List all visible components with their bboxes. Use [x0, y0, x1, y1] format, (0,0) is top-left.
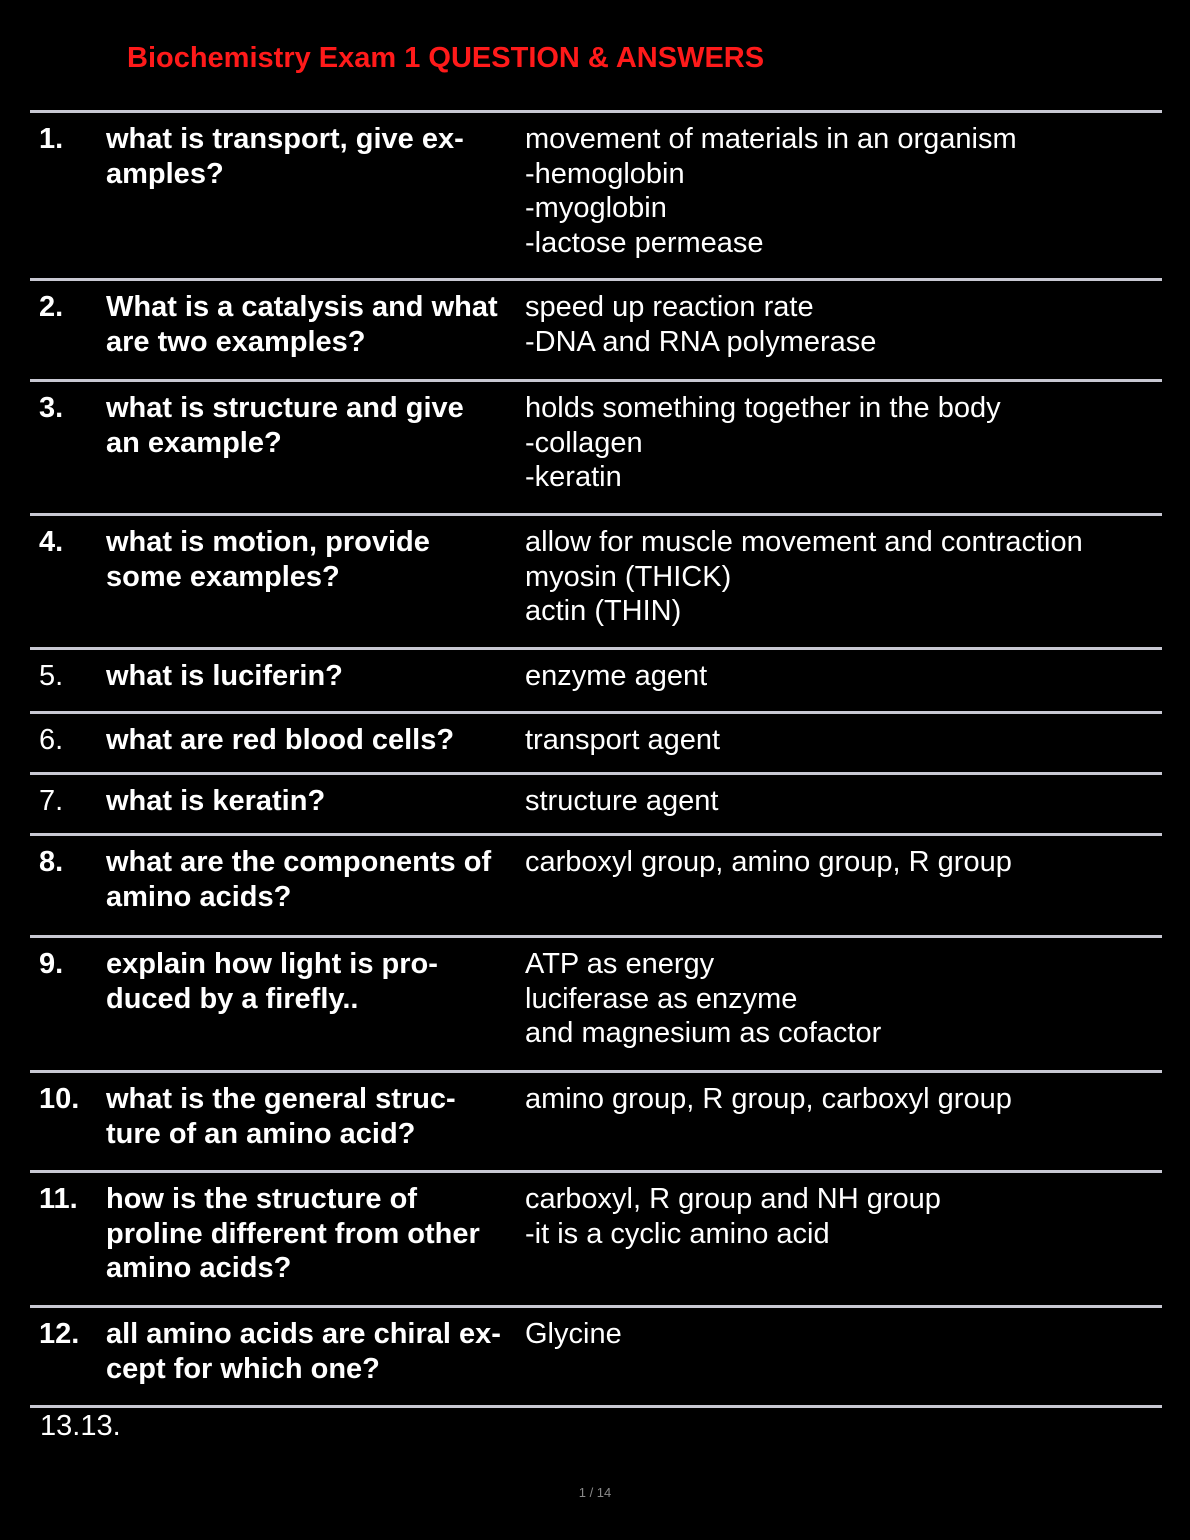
- qa-row: [30, 1073, 1162, 1170]
- question-line: some examples?: [106, 560, 340, 593]
- answer-line: Glycine: [525, 1318, 622, 1350]
- question-line: explain how light is pro-: [106, 948, 438, 980]
- question-line: what are red blood cells?: [106, 724, 455, 756]
- question-number: 11.: [39, 1183, 78, 1215]
- question-line: amino acids?: [106, 1252, 292, 1284]
- answer-line: allow for muscle movement and contraction: [525, 526, 1083, 558]
- question-line: what is keratin?: [106, 785, 326, 817]
- question-text: [106, 525, 525, 594]
- question-number: 9.: [39, 948, 64, 980]
- qa-row: [30, 113, 1162, 278]
- question-text: [106, 122, 525, 191]
- qa-row: [30, 650, 1162, 711]
- qa-row: [30, 836, 1162, 935]
- question-line: what is the general struc-: [106, 1083, 456, 1115]
- answer-line: enzyme agent: [525, 660, 708, 692]
- question-number: 12.: [39, 1318, 80, 1350]
- qa-row: [30, 1308, 1162, 1405]
- question-text: [106, 723, 525, 758]
- answer-line: carboxyl, R group and NH group: [525, 1183, 941, 1215]
- answer-text: [525, 659, 1162, 694]
- question-line: What is a catalysis and what: [106, 291, 498, 323]
- page-number: 1 / 14: [578, 1485, 612, 1500]
- question-line: what is structure and give: [106, 392, 464, 424]
- answer-line: -hemoglobin: [525, 157, 685, 190]
- question-number: 1.: [39, 123, 64, 155]
- question-line: what is luciferin?: [106, 660, 343, 692]
- question-line: amino acids?: [106, 880, 292, 913]
- trailing-item-number: 13.13.: [40, 1410, 121, 1442]
- qa-table: [30, 110, 1162, 1408]
- answer-line: -keratin: [525, 461, 622, 493]
- question-text: [106, 947, 525, 1016]
- answer-line: -myoglobin: [525, 192, 667, 224]
- question-line: duced by a firefly..: [106, 982, 359, 1015]
- question-line: all amino acids are chiral ex-: [106, 1318, 501, 1350]
- answer-text: [525, 845, 1162, 880]
- question-number: 5.: [39, 660, 64, 692]
- answer-line: movement of materials in an organism: [525, 123, 1017, 155]
- question-number: 3.: [39, 392, 64, 424]
- question-number: 10.: [39, 1083, 80, 1115]
- answer-text: [525, 1082, 1162, 1117]
- answer-text: [525, 784, 1162, 819]
- qa-row: [30, 516, 1162, 647]
- answer-line: and magnesium as cofactor: [525, 1017, 882, 1049]
- answer-line: myosin (THICK): [525, 560, 732, 593]
- answer-line: -lactose permease: [525, 226, 764, 259]
- answer-line: transport agent: [525, 724, 721, 756]
- answer-line: -collagen: [525, 426, 643, 459]
- answer-text: [525, 391, 1162, 495]
- row-divider: [30, 1405, 1162, 1408]
- qa-row: [30, 1173, 1162, 1305]
- question-line: what is transport, give ex-: [106, 123, 464, 155]
- qa-row: [30, 714, 1162, 772]
- answer-text: [525, 290, 1162, 359]
- question-number: 6.: [39, 724, 64, 756]
- answer-line: ATP as energy: [525, 948, 715, 980]
- answer-text: [525, 1182, 1162, 1251]
- answer-line: speed up reaction rate: [525, 291, 814, 323]
- answer-line: -it is a cyclic amino acid: [525, 1217, 830, 1250]
- answer-text: [525, 1317, 1162, 1352]
- answer-line: structure agent: [525, 785, 719, 817]
- question-line: ture of an amino acid?: [106, 1117, 416, 1150]
- answer-line: -DNA and RNA polymerase: [525, 325, 877, 358]
- question-text: [106, 1082, 525, 1151]
- answer-line: luciferase as enzyme: [525, 982, 798, 1015]
- answer-text: [525, 947, 1162, 1051]
- answer-line: actin (THIN): [525, 595, 682, 627]
- answer-text: [525, 525, 1162, 629]
- question-number: 2.: [39, 291, 64, 323]
- document-title: Biochemistry Exam 1 QUESTION & ANSWERS: [127, 42, 765, 74]
- question-line: proline different from other: [106, 1217, 480, 1250]
- answer-line: holds something together in the body: [525, 392, 1001, 424]
- answer-text: [525, 723, 1162, 758]
- qa-row: [30, 775, 1162, 833]
- question-line: what is motion, provide: [106, 526, 430, 558]
- question-number: 7.: [39, 785, 64, 817]
- question-text: [106, 845, 525, 914]
- question-number: 8.: [39, 846, 64, 878]
- qa-row: [30, 382, 1162, 513]
- question-line: are two examples?: [106, 325, 366, 358]
- question-text: [106, 784, 525, 819]
- question-line: an example?: [106, 426, 282, 459]
- answer-text: [525, 122, 1162, 260]
- question-text: [106, 391, 525, 460]
- answer-line: carboxyl group, amino group, R group: [525, 846, 1012, 878]
- answer-line: amino group, R group, carboxyl group: [525, 1083, 1012, 1115]
- qa-row: [30, 281, 1162, 379]
- question-number: 4.: [39, 526, 64, 558]
- question-line: how is the structure of: [106, 1183, 417, 1215]
- question-line: what are the components of: [106, 846, 492, 878]
- question-line: amples?: [106, 157, 224, 190]
- question-line: cept for which one?: [106, 1352, 380, 1385]
- question-text: [106, 1182, 525, 1286]
- qa-row: [30, 938, 1162, 1070]
- question-text: [106, 290, 525, 359]
- question-text: [106, 659, 525, 694]
- question-text: [106, 1317, 525, 1386]
